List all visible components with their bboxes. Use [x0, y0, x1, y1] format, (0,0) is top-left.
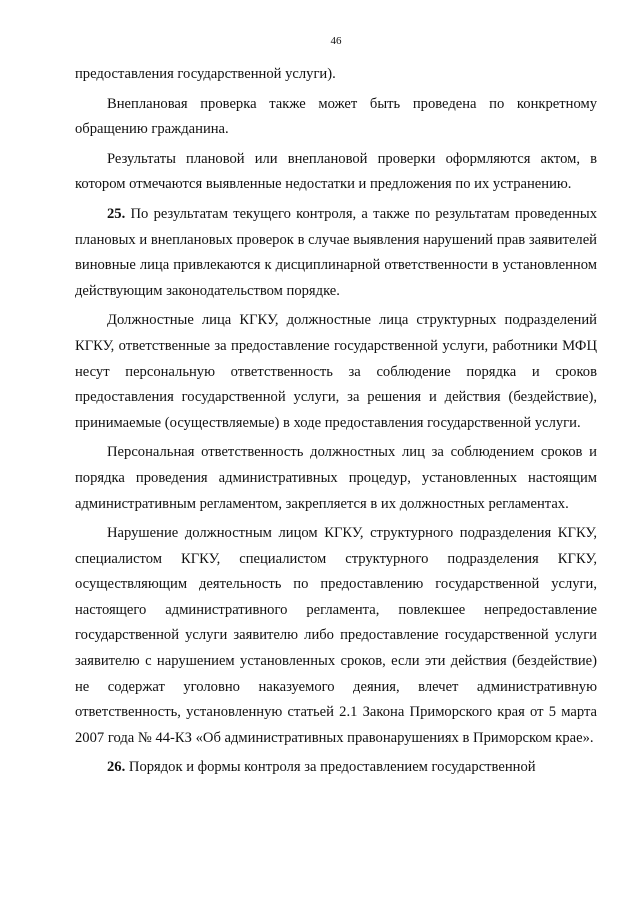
- paragraph-text: Персональная ответственность должностных лиц за соблюдением сроков и порядка проведения административных процедур, установленных настоящим административным регламентом, закрепляется в их должностных регламентах.: [75, 444, 597, 512]
- paragraph-7: [75, 521, 597, 751]
- paragraph-2: [75, 92, 597, 143]
- paragraph-text: предоставления государственной услуги).: [75, 66, 336, 82]
- paragraph-5: [75, 308, 597, 436]
- document-page: [75, 34, 597, 894]
- clause-number: 26.: [107, 759, 126, 776]
- paragraph-1: [75, 62, 597, 88]
- paragraph-text: Нарушение должностным лицом КГКУ, структурного подразделения КГКУ, специалистом КГКУ, специалистом структурного подразделения КГКУ, осуществляющим деятельность по предоставлению государственной услуги, настоящего административного регламента, повлекшее непредоставление государственной услуги заявителю либо предоставление государственной услуги заявителю с нарушением установленных сроков, если эти действия (бездействие) не содержат уголовно наказуемого деяния, влечет административную ответственность, установленную статьей 2.1 Закона Приморского края от 5 марта 2007 года № 44-КЗ «Об административных правонарушениях в Приморском крае».: [75, 525, 597, 746]
- page-number: 46: [330, 35, 342, 47]
- paragraph-3: [75, 147, 597, 198]
- paragraph-text: Должностные лица КГКУ, должностные лица структурных подразделений КГКУ, ответственные за предоставление государственной услуги, работники МФЦ несут персональную ответственность за соблюдение порядка и сроков предоставления государственной услуги, за решения и действия (бездействие), принимаемые (осуществляемые) в ходе предоставления государственной услуги.: [75, 312, 597, 431]
- paragraph-6: [75, 440, 597, 517]
- paragraph-text: Порядок и формы контроля за предоставлением государственной: [125, 759, 536, 776]
- paragraph-text: Внеплановая проверка также может быть проведена по конкретному обращению гражданина.: [75, 95, 597, 138]
- paragraph-text: По результатам текущего контроля, а также по результатам проведенных плановых и внеплановых проверок в случае выявления нарушений прав заявителей виновные лица привлекаются к дисциплинарной ответственности в установленном действующим законодательством порядке.: [75, 205, 597, 299]
- clause-number: 25.: [107, 205, 126, 222]
- paragraph-text: Результаты плановой или внеплановой проверки оформляются актом, в котором отмечаются выявленные недостатки и предложения по их устранению.: [75, 150, 597, 193]
- paragraph-4: [75, 202, 597, 304]
- paragraph-8: [75, 755, 597, 781]
